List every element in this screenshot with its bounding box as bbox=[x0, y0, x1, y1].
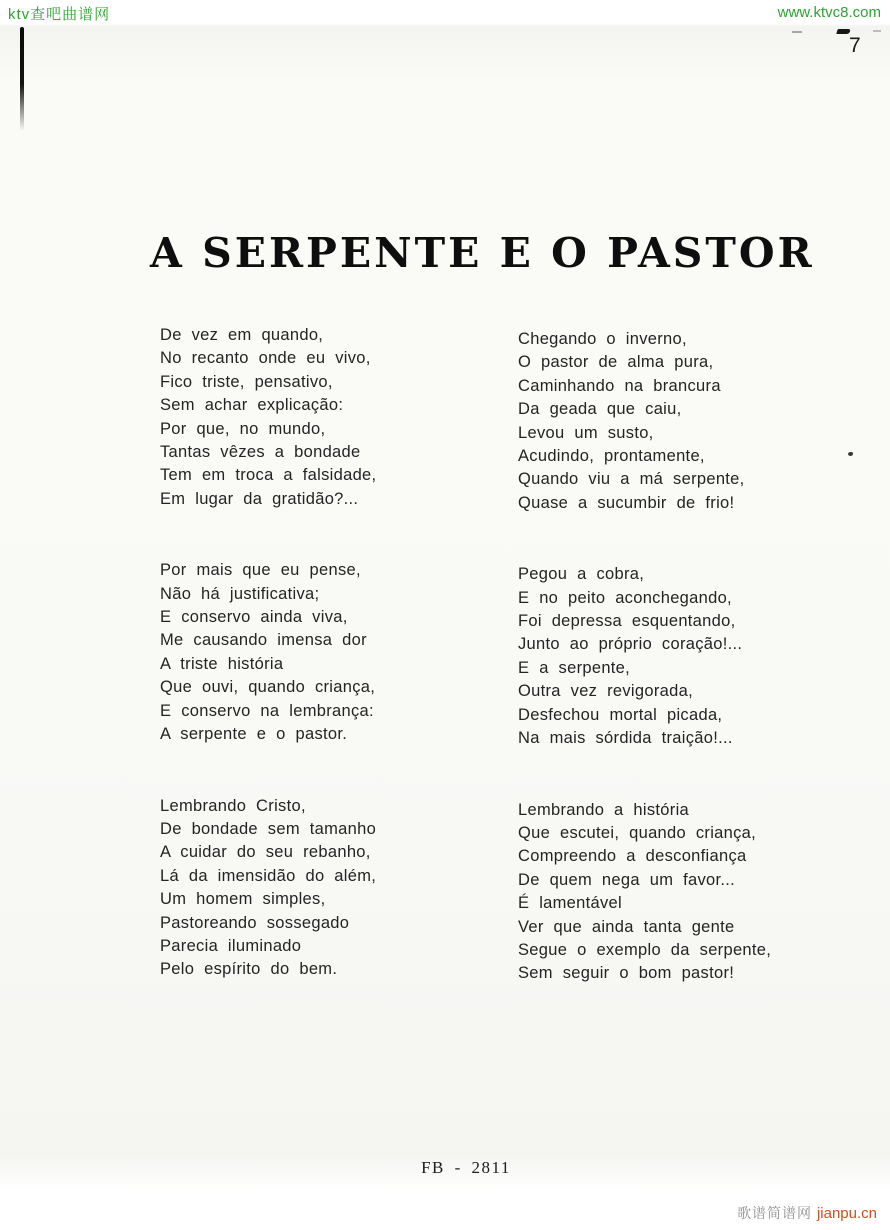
scan-artifact-dash bbox=[792, 31, 802, 33]
poem-line: E conservo ainda viva, bbox=[160, 608, 348, 627]
poem-line: De vez em quando, bbox=[160, 326, 324, 344]
stanza-right-3 bbox=[518, 799, 798, 986]
scan-artifact-vertical-bar bbox=[20, 27, 24, 131]
poem-line: Ver que ainda tanta gente bbox=[518, 917, 735, 936]
poem-line: Sem achar explicação: bbox=[160, 396, 344, 415]
poem-line: É lamentável bbox=[518, 894, 622, 913]
watermark-top-left: ktv查吧曲谱网 bbox=[8, 6, 111, 23]
poem-title: A SERPENTE E O PASTOR bbox=[150, 229, 815, 277]
poem-line: Chegando o inverno, bbox=[518, 330, 687, 348]
poem-line: Foi depressa esquentando, bbox=[518, 612, 736, 631]
poem-line: Por mais que eu pense, bbox=[160, 561, 361, 580]
poem-line: Junto ao próprio coração!... bbox=[518, 635, 743, 654]
poem-line: De bondade sem tamanho bbox=[160, 819, 377, 838]
poem-line: Na mais sórdida traição!... bbox=[518, 729, 733, 748]
poem-line: Sem seguir o bom pastor! bbox=[518, 964, 735, 983]
poem-line: Pegou a cobra, bbox=[518, 565, 645, 584]
watermark-top-right: www.ktvc8.com bbox=[777, 4, 881, 21]
poem-line: Por que, no mundo, bbox=[160, 419, 326, 438]
poem-line: Tem em troca a falsidade, bbox=[160, 466, 377, 485]
scan-artifact-speck bbox=[848, 452, 853, 456]
poem-line: E conservo na lembrança: bbox=[160, 701, 374, 720]
poem-line: Que escutei, quando criança, bbox=[518, 823, 757, 842]
scan-artifact-faint-mark bbox=[873, 30, 881, 32]
stanza-left-3 bbox=[160, 795, 518, 982]
poem-line: A serpente e o pastor. bbox=[160, 725, 348, 744]
poem-line: Lembrando Cristo, bbox=[160, 796, 306, 815]
footer-publication-code: FB - 2811 bbox=[421, 1158, 511, 1177]
poem-line: A cuidar do seu rebanho, bbox=[160, 843, 371, 862]
poem-line: Levou um susto, bbox=[518, 423, 654, 442]
poem-line: Um homem simples, bbox=[160, 890, 326, 909]
poem-line: Acudindo, prontamente, bbox=[518, 447, 705, 466]
poem-body bbox=[160, 324, 798, 1034]
poem-line: Quando viu a má serpente, bbox=[518, 470, 745, 489]
poem-column-right bbox=[518, 328, 798, 1034]
poem-line: E a serpente, bbox=[518, 658, 631, 677]
poem-line: De quem nega um favor... bbox=[518, 870, 736, 889]
stanza-left-2 bbox=[160, 559, 518, 746]
poem-line: Segue o exemplo da serpente, bbox=[518, 940, 772, 959]
poem-line: Que ouvi, quando criança, bbox=[160, 678, 376, 697]
poem-line: Caminhando na brancura bbox=[518, 376, 721, 395]
stanza-right-2 bbox=[518, 563, 798, 750]
poem-line: No recanto onde eu vivo, bbox=[160, 349, 371, 368]
poem-line: Fico triste, pensativo, bbox=[160, 372, 333, 391]
watermark-site-name: 歌谱简谱网 bbox=[737, 1205, 813, 1221]
stanza-left-1 bbox=[160, 324, 518, 511]
poem-line: Quase a sucumbir de frio! bbox=[518, 493, 735, 512]
poem-line: Pastoreando sossegado bbox=[160, 913, 350, 932]
poem-line: Da geada que caiu, bbox=[518, 400, 682, 419]
poem-line: Parecia iluminado bbox=[160, 936, 302, 955]
poem-line: Me causando imensa dor bbox=[160, 631, 367, 650]
poem-line: Pelo espírito do bem. bbox=[160, 960, 338, 979]
poem-line: E no peito aconchegando, bbox=[518, 588, 732, 607]
poem-line: Compreendo a desconfiança bbox=[518, 847, 747, 866]
poem-line: A triste história bbox=[160, 654, 284, 673]
poem-line: O pastor de alma pura, bbox=[518, 353, 714, 372]
watermark-bottom-right bbox=[737, 1203, 877, 1223]
poem-line: Outra vez revigorada, bbox=[518, 682, 693, 701]
poem-line: Não há justificativa; bbox=[160, 584, 320, 603]
stanza-right-1 bbox=[518, 328, 798, 515]
poem-line: Tantas vêzes a bondade bbox=[160, 443, 361, 462]
poem-line: Lembrando a história bbox=[518, 800, 690, 819]
poem-column-left bbox=[160, 324, 518, 1034]
poem-line: Em lugar da gratidão?... bbox=[160, 489, 359, 508]
poem-line: Lá da imensidão do além, bbox=[160, 866, 377, 885]
watermark-domain: jianpu.cn bbox=[816, 1205, 877, 1222]
poem-line: Desfechou mortal picada, bbox=[518, 705, 723, 724]
page-number: 7 bbox=[849, 34, 861, 57]
